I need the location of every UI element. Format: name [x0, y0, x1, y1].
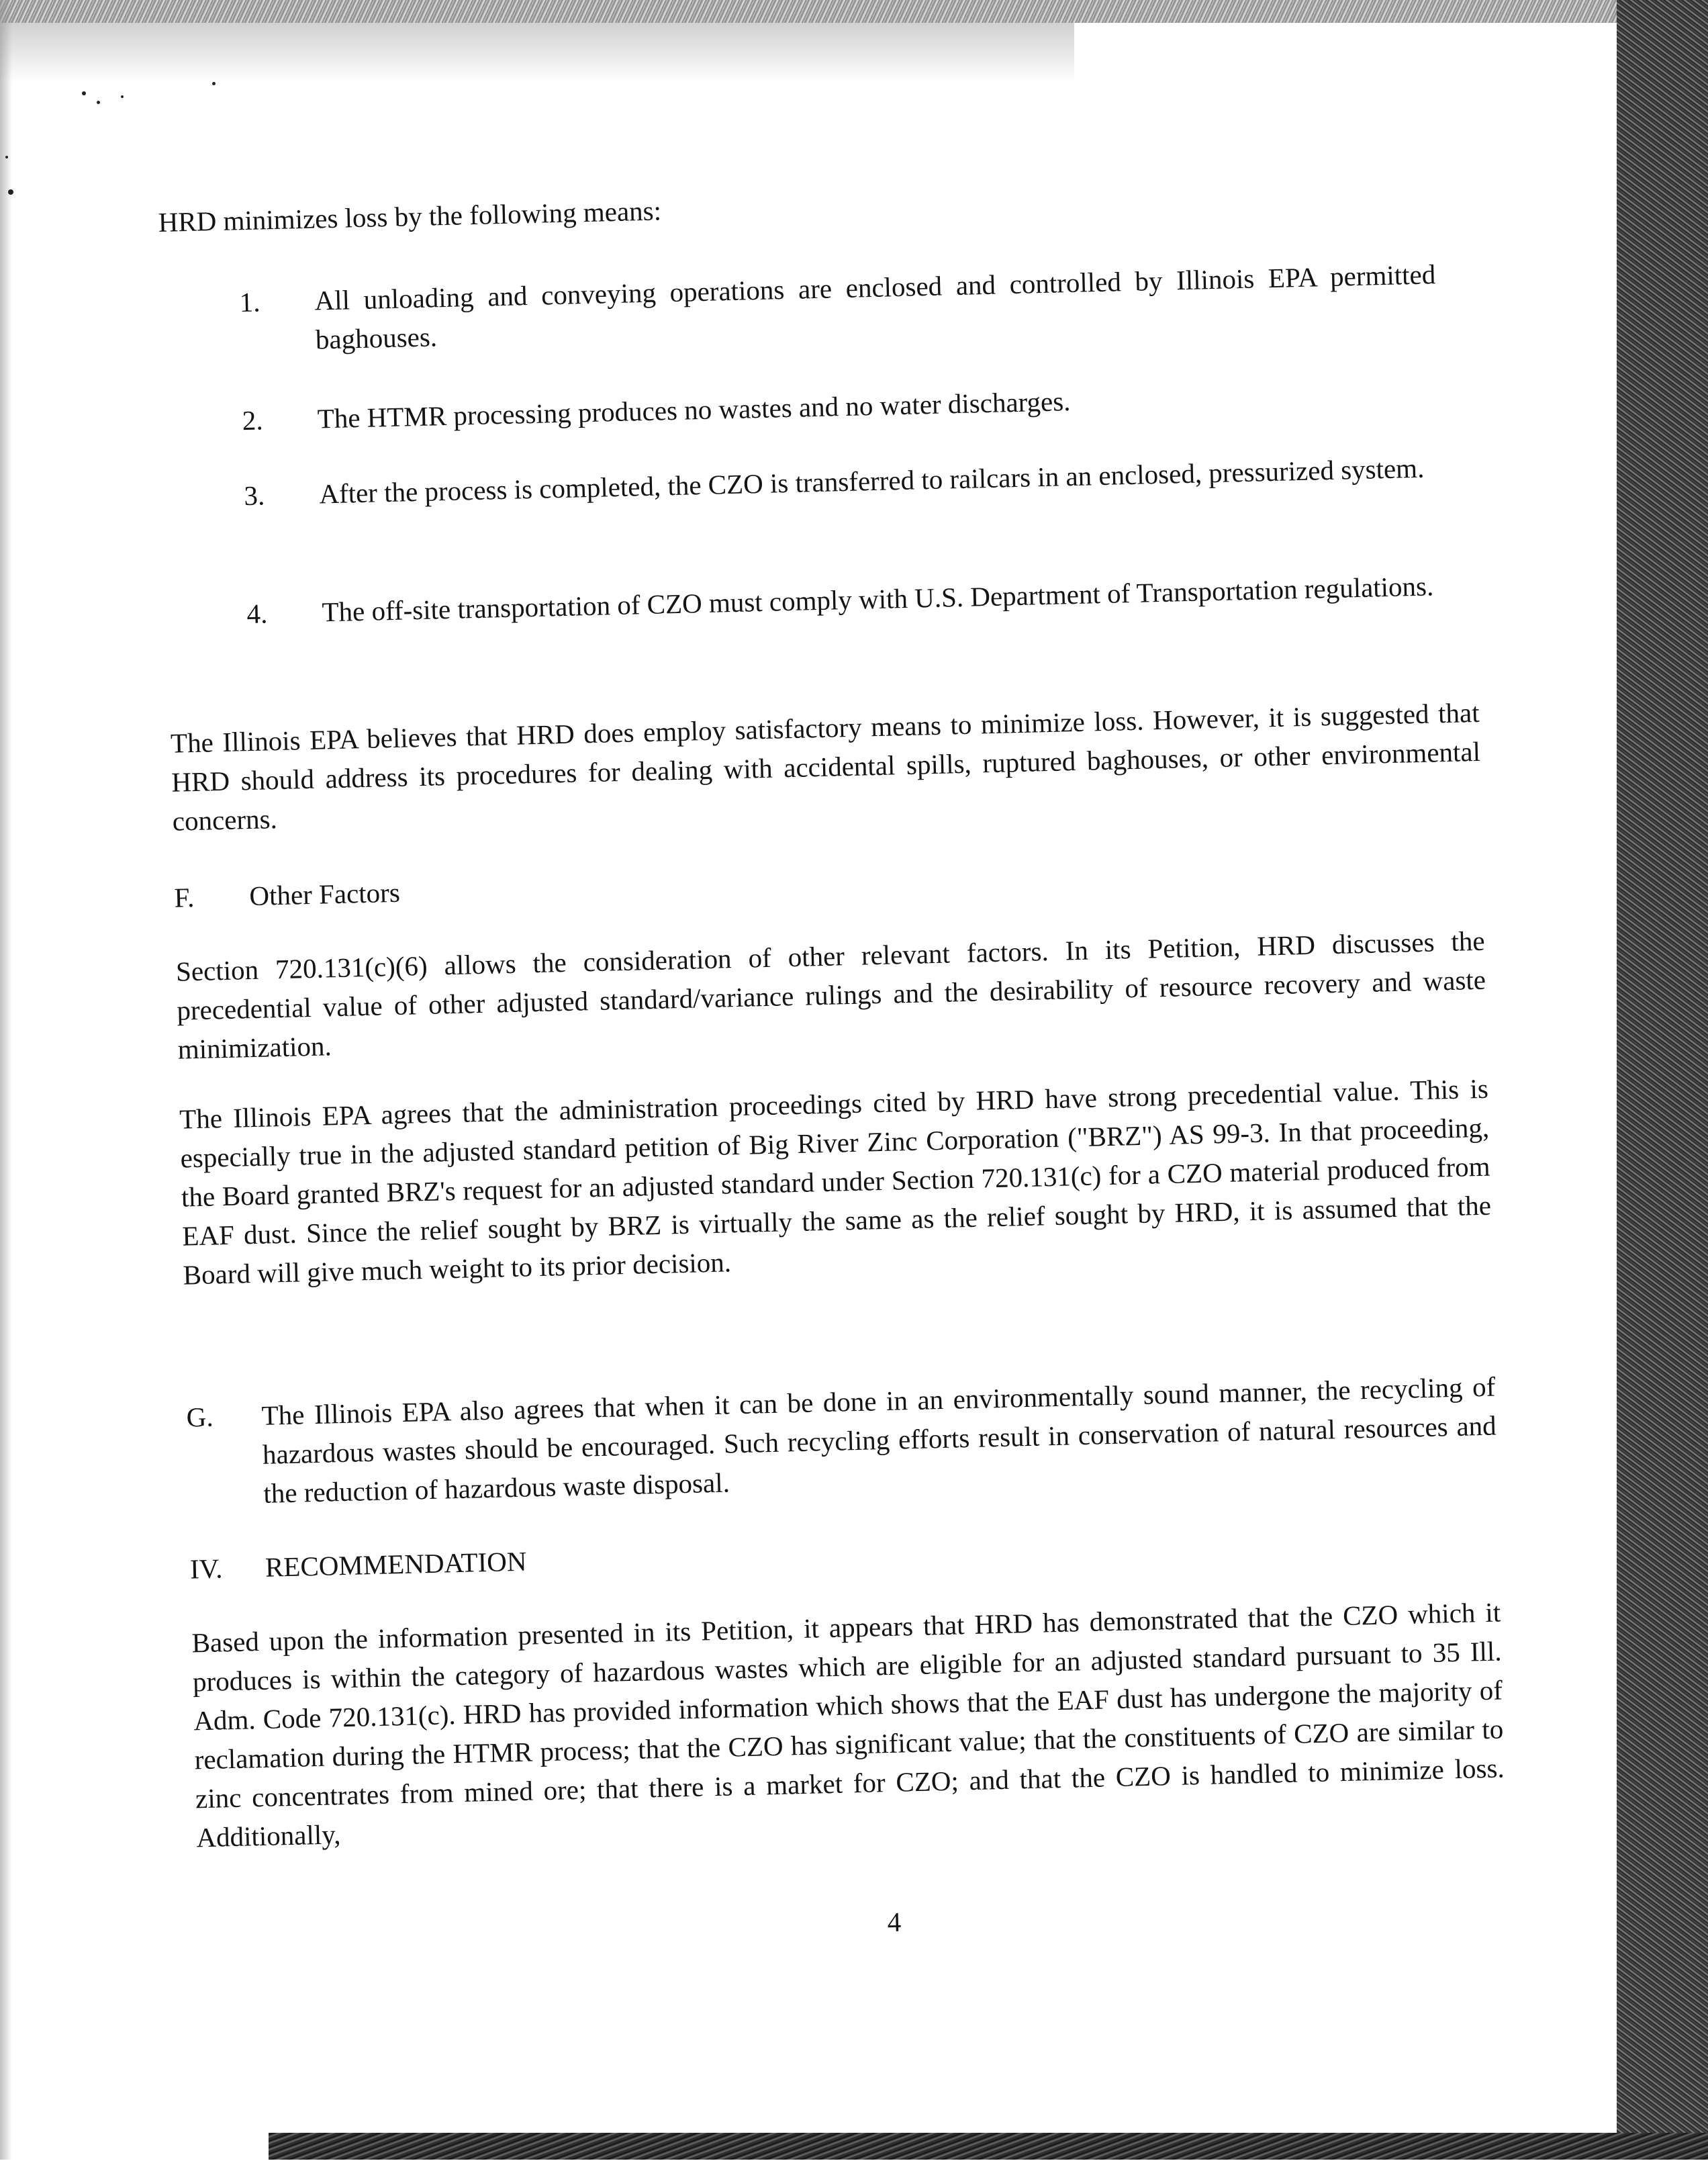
- section-f-title: Other Factors: [248, 876, 401, 912]
- list-item-text: The HTMR processing produces no wastes and no water discharges.: [317, 385, 1071, 434]
- paragraph-epa-believes: The Illinois EPA believes that HRD does employ satisfactory means to minimize loss. However, it is suggested that HRD should address its procedures for dealing with accidental spills, ruptured baghouses, or other environmental concerns.: [170, 696, 1481, 837]
- section-g-text: The Illinois EPA also agrees that when it can be done in an environmentally sound manner, the recycling of hazardous wastes should be encouraged. Such recycling efforts result in conservation of natural resources and the reduction of hazardous waste disposal.: [261, 1371, 1497, 1509]
- paragraph-agrees: The Illinois EPA agrees that the administration proceedings cited by HRD have strong precedential value. This is especially true in the adjusted standard petition of Big River Zinc Corporation ("BRZ") AS 99-3. In that proceeding, the Board granted BRZ's request for an adjusted standard under Section 720.131(c) for a CZO material produced from EAF dust. Since the relief sought by BRZ is virtually the same as the relief sought by HRD, it is assumed that the Board will give much weight to its prior decision.: [179, 1072, 1492, 1291]
- section-f-letter: F.: [173, 882, 195, 913]
- list-item-number: 1.: [239, 286, 260, 318]
- intro-text: HRD minimizes loss by the following means:: [158, 195, 662, 238]
- list-item-number: 3.: [243, 479, 265, 512]
- section-iv-title: RECOMMENDATION: [265, 1545, 527, 1583]
- list-item-text: All unloading and conveying operations are enclosed and controlled by Illinois EPA permitted baghouses.: [314, 259, 1436, 355]
- list-item-text: After the process is completed, the CZO is transferred to railcars in an enclosed, pressurized system.: [318, 452, 1425, 510]
- section-iv-numeral: IV.: [189, 1553, 223, 1585]
- paragraph-section-720: Section 720.131(c)(6) allows the consideration of other relevant factors. In its Petition, HRD discusses the precedential value of other adjusted standard/variance rulings and the desirability of resource recovery and waste minimization.: [175, 925, 1486, 1065]
- list-item-number: 2.: [242, 404, 264, 436]
- list-item-number: 4.: [246, 598, 268, 630]
- page-number: 4: [887, 1906, 902, 1938]
- list-item-text: The off-site transportation of CZO must comply with U.S. Department of Transportation regulations.: [321, 570, 1434, 628]
- paragraph-based-upon: Based upon the information presented in its Petition, it appears that HRD has demonstrated that the CZO which it produces is within the category of hazardous wastes which are eligible for an adjusted standard pursuant to 35 Ill. Adm. Code 720.131(c). HRD has provided information which shows that the EAF dust has undergone the majority of reclamation during the HTMR process; that the CZO has significant value; that the constituents of CZO are similar to zinc concentrates from mined ore; that there is a market for CZO; and that the CZO is handled to minimize loss. Additionally,: [191, 1596, 1505, 1853]
- section-g-letter: G.: [186, 1401, 214, 1433]
